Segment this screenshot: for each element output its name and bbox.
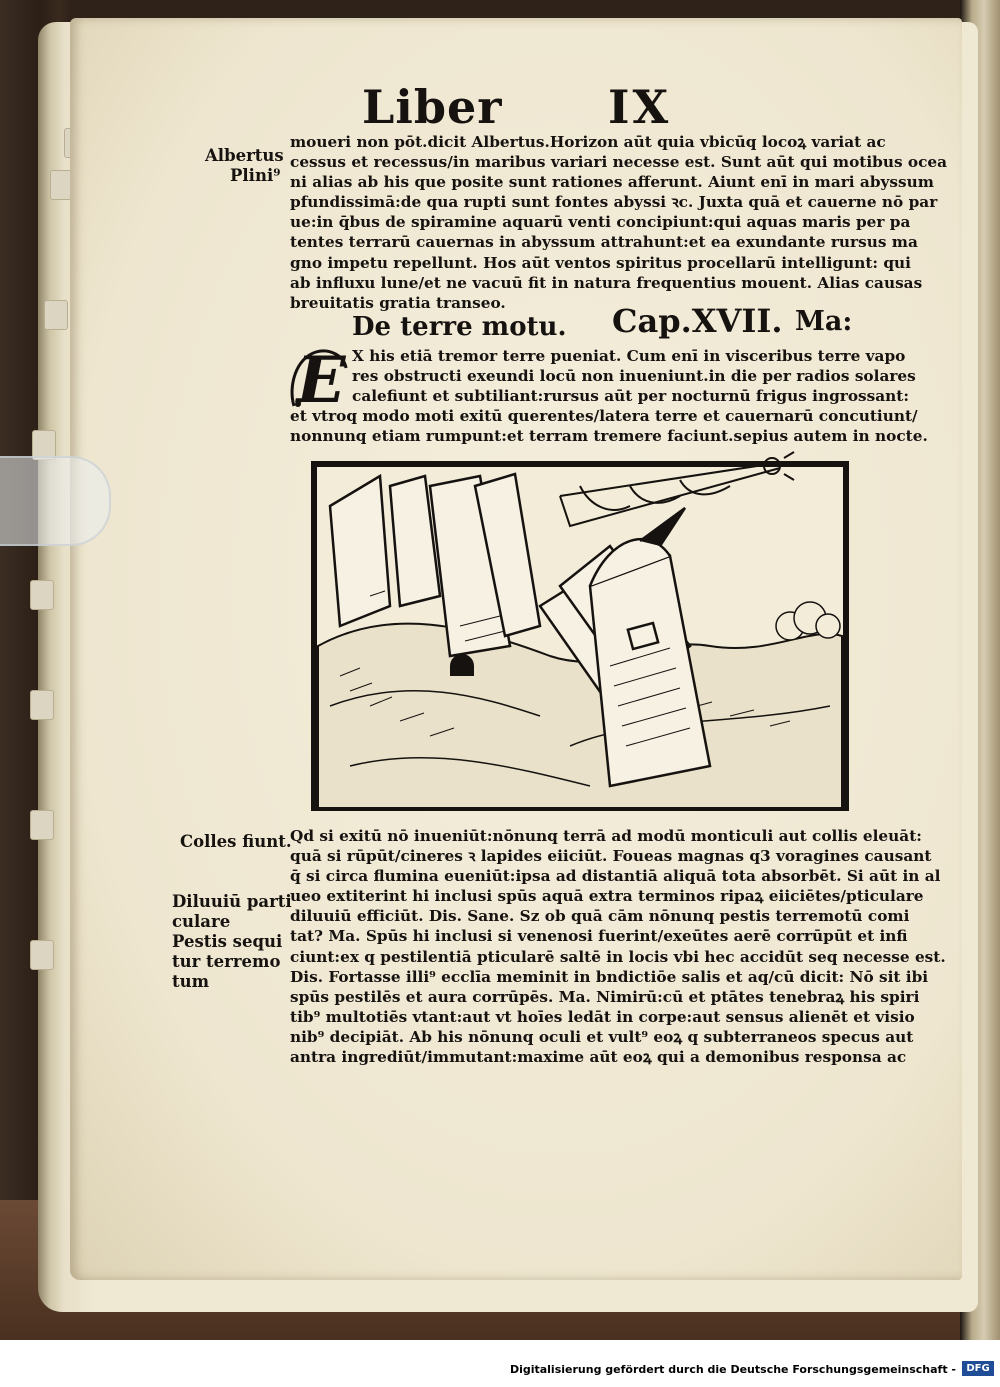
text-line: gno impetu repellunt. Hos aūt ventos spiritus procellarū intelligunt: qui	[290, 253, 911, 272]
text-line: cessus et recessus/in maribus variari necesse est. Sunt aūt qui motibus ocea	[290, 153, 948, 172]
text-line: pfundissimā:de qua rupti sunt fontes abyssi ꝛc. Juxta quā et cauerne nō par	[290, 193, 938, 212]
text-line: ni alias ab his que posite sunt rationes afferunt. Aiunt enī in mari abyssum	[290, 173, 934, 192]
margin-note-diluuium: Diluuiū parti	[172, 892, 292, 911]
initial-letter: E	[296, 342, 346, 418]
woodcut-earthquake-illustration	[310, 446, 850, 812]
index-tab	[30, 580, 54, 610]
index-tab	[30, 940, 54, 970]
margin-note: Plini⁹	[230, 166, 281, 185]
text-line: ueo extiterint hi inclusi spūs aquā extra terminos ripaꝝ eiiciētes/pticulare	[290, 887, 924, 906]
chapter-number: Cap.XVII.	[612, 302, 783, 340]
text-line: nonnunq etiam rumpunt:et terram tremere faciunt.sepius autem in nocte.	[290, 427, 928, 446]
paragraph-2	[290, 342, 928, 446]
text-line: tat? Ma. Spūs hi inclusi si venenosi fuerint/exeūtes aerē corrūpūt et infi	[290, 927, 908, 946]
text-line: diluuiū efficiūt. Dis. Sane. Sz ob quā cām nōnunq pestis terremotū comi	[290, 907, 910, 926]
index-tab	[44, 300, 68, 330]
footer-credit: Digitalisierung gefördert durch die Deutsche Forschungsgemeinschaft -	[509, 1363, 956, 1376]
page-clip	[0, 456, 111, 546]
text-line: moueri non pōt.dicit Albertus.Horizon aūt quia vbicūq locoꝝ variat ac	[290, 133, 886, 151]
index-tab	[30, 810, 54, 840]
running-head-book-number: IX	[608, 80, 672, 134]
paragraph-1	[290, 132, 948, 313]
chapter-title: De terre motu.	[352, 312, 567, 342]
text-line: ue:in q̄bus de spiramine aquarū venti concipiunt:qui aquas maris per pa	[290, 213, 911, 232]
margin-note-diluuium: culare	[172, 912, 231, 931]
text-line: ab influxu lune/et ne vacuū fit in natura frequentius mouent. Alias causas	[290, 273, 923, 292]
margin-note-pestis: Pestis sequi	[172, 932, 283, 951]
text-line: Dis. Fortasse illi⁹ ecclīa meminit in bndictiōe salis et aq/cū dicit: Nō sit ibi	[290, 967, 929, 986]
running-head-liber: Liber	[362, 80, 503, 134]
text-line: q̄ si circa flumina eueniūt:ipsa ad distantiā aliquā tota absorbēt. Si aūt in al	[290, 867, 941, 886]
paragraph-3	[290, 826, 946, 1067]
margin-note-colles: Colles fiunt.	[180, 832, 292, 851]
index-tab	[30, 690, 54, 720]
text-line: et vtroq modo moti exitū querentes/latera terre et cauernarū concutiunt/	[290, 407, 918, 426]
margin-note: Albertus	[205, 146, 284, 165]
text-line: nib⁹ decipiāt. Ab his nōnunq oculi et vult⁹ eoꝝ q subterraneos specus aut	[290, 1027, 914, 1046]
margin-note-pestis: tur terremo	[172, 952, 281, 971]
text-line: calefiunt et subtiliant:rursus aūt per nocturnū frigus ingrossant:	[352, 387, 909, 406]
text-line: antra ingrediūt/immutant:maxime aūt eoꝝ qui a demonibus responsa ac	[290, 1048, 907, 1067]
text-line: breuitatis gratia transeo.	[290, 293, 506, 312]
text-line: spūs pestilēs et aura corrūpēs. Ma. Nimirū:cū et ptātes tenebraꝝ his spiri	[290, 987, 920, 1006]
text-line: res obstructi exeundi locū non inueniunt.in die per radios solares	[352, 367, 916, 386]
speaker-label: Ma:	[795, 306, 853, 337]
text-line: Qd si exitū nō inueniūt:nōnunq terrā ad modū monticuli aut collis eleuāt:	[290, 827, 922, 845]
dfg-logo: DFG	[962, 1361, 994, 1376]
text-line: ciunt:ex q pestilentiā pticularē saltē in locis vbi hec accidūt seq necesse est.	[290, 947, 946, 966]
text-line: quā si rūpūt/cineres ꝛ lapides eiiciūt. Foueas magnas q3 voragines causant	[290, 847, 932, 866]
text-line: X his etiā tremor terre pueniat. Cum enī in visceribus terre vapo	[352, 347, 906, 365]
margin-note-pestis: tum	[172, 972, 210, 991]
text-line: tentes terrarū cauernas in abyssum attrahunt:et ea exundante rursus ma	[290, 233, 918, 252]
text-line: tib⁹ multotiēs vtant:aut vt hoīes ledāt in corpe:aut sensus alienēt et visio	[290, 1007, 915, 1026]
